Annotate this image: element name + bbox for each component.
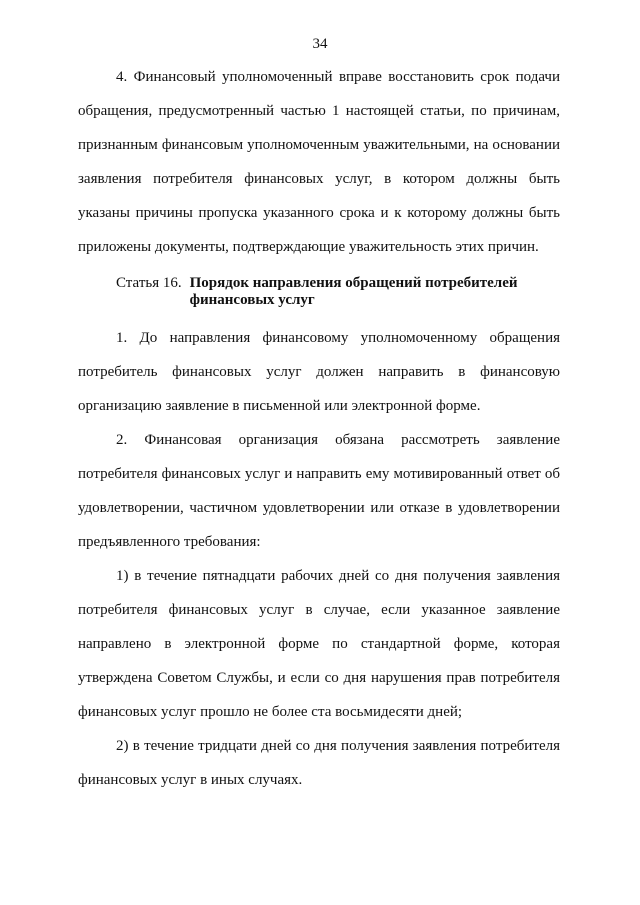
page-number: 34 xyxy=(312,36,328,52)
article-subparagraph-1: 1) в течение пятнадцати рабочих дней со дня получения заявления потребителя финансовых услуг в случае, если указанное заявление направлено в электронной форме по стандартной форме, которая утверждена Советом Службы, и если со дня нарушения прав потребителя финансовых услуг прошло не более ста восьмидесяти дней; xyxy=(78,568,560,720)
article-paragraph-2: 2. Финансовая организация обязана рассмотреть заявление потребителя финансовых услуг и направить ему мотивированный ответ об удовлетворении, частичном удовлетворении или отказе в удовлетворении предъявленного требования: xyxy=(78,432,560,550)
article-number: Статья 16. xyxy=(116,275,182,291)
article-paragraph-1: 1. До направления финансовому уполномоченному обращения потребитель финансовых услуг должен направить в финансовую организацию заявление в письменной или электронной форме. xyxy=(78,330,560,414)
paragraph-4: 4. Финансовый уполномоченный вправе восстановить срок подачи обращения, предусмотренный частью 1 настоящей статьи, по причинам, признанным финансовым уполномоченным уважительными, на основании заявления потребителя финансовых услуг, в котором должны быть указаны причины пропуска указанного срока и к которому должны быть приложены документы, подтверждающие уважительность этих причин. xyxy=(78,69,560,255)
article-heading xyxy=(78,275,560,309)
article-subparagraph-2: 2) в течение тридцати дней со дня получения заявления потребителя финансовых услуг в иных случаях. xyxy=(78,738,560,788)
document-body xyxy=(78,60,560,797)
article-title: Порядок направления обращений потребителей финансовых услуг xyxy=(189,275,518,308)
